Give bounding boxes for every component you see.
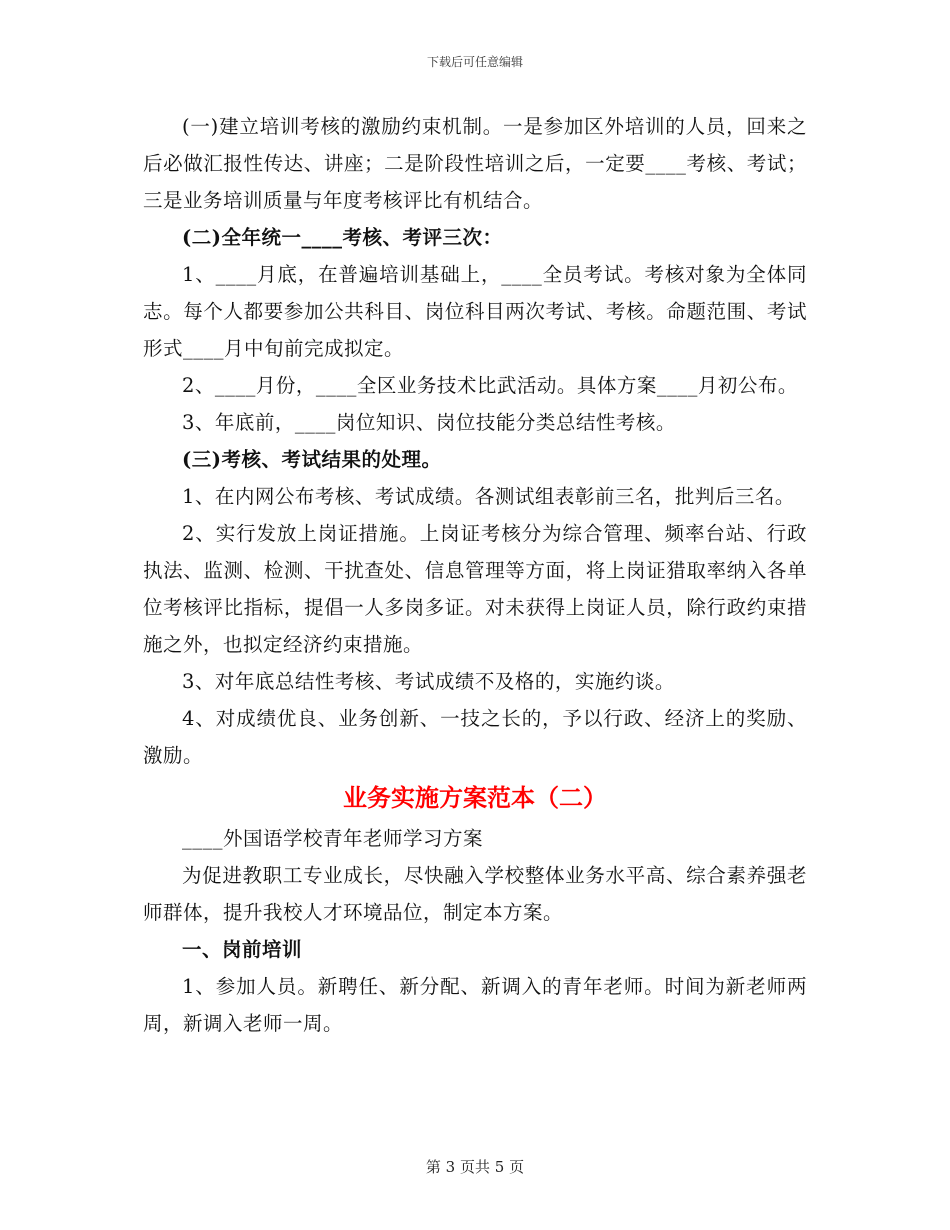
document-body xyxy=(143,108,807,1042)
subheading: (三)考核、考试结果的处理。 xyxy=(182,448,442,471)
paragraph: ____外国语学校青年老师学习方案 xyxy=(182,827,484,850)
page-header: 下载后可任意编辑 xyxy=(426,55,523,69)
paragraph: 1、参加人员。新聘任、新分配、新调入的青年老师。时间为新老师两周，新调入老师一周。 xyxy=(143,975,807,1035)
paragraph: 1、在内网公布考核、考试成绩。各测试组表彰前三名，批判后三名。 xyxy=(182,485,795,508)
subheading: 一、岗前培训 xyxy=(182,938,303,961)
paragraph: 为促进教职工专业成长，尽快融入学校整体业务水平高、综合素养强老师群体，提升我校人才环境品位，制定本方案。 xyxy=(143,864,807,924)
paragraph: 2、____月份，____全区业务技术比武活动。具体方案____月初公布。 xyxy=(182,374,798,397)
paragraph: 1、____月底，在普遍培训基础上，____全员考试。考核对象为全体同志。每个人都要参加公共科目、岗位科目两次考试、考核。命题范围、考试形式____月中旬前完成拟定。 xyxy=(143,263,807,360)
paragraph: 2、实行发放上岗证措施。上岗证考核分为综合管理、频率台站、行政执法、监测、检测、干扰查处、信息管理等方面，将上岗证猎取率纳入各单位考核评比指标，提倡一人多岗多证。对未获得上岗证人员，除行政约束措施之外，也拟定经济约束措施。 xyxy=(143,522,807,656)
page-footer: 第 3 页共 5 页 xyxy=(425,1158,525,1176)
paragraph: (一)建立培训考核的激励约束机制。一是参加区外培训的人员，回来之后必做汇报性传达、讲座；二是阶段性培训之后，一定要____考核、考试；三是业务培训质量与年度考核评比有机结合。 xyxy=(143,115,807,212)
paragraph: 3、对年底总结性考核、考试成绩不及格的，实施约谈。 xyxy=(182,670,675,693)
subheading: (二)全年统一____考核、考评三次： xyxy=(182,226,503,249)
section-title: 业务实施方案范本（二） xyxy=(343,784,607,812)
paragraph: 3、年底前，____岗位知识、岗位技能分类总结性考核。 xyxy=(182,411,676,434)
paragraph: 4、对成绩优良、业务创新、一技之长的，予以行政、经济上的奖励、激励。 xyxy=(143,707,807,767)
